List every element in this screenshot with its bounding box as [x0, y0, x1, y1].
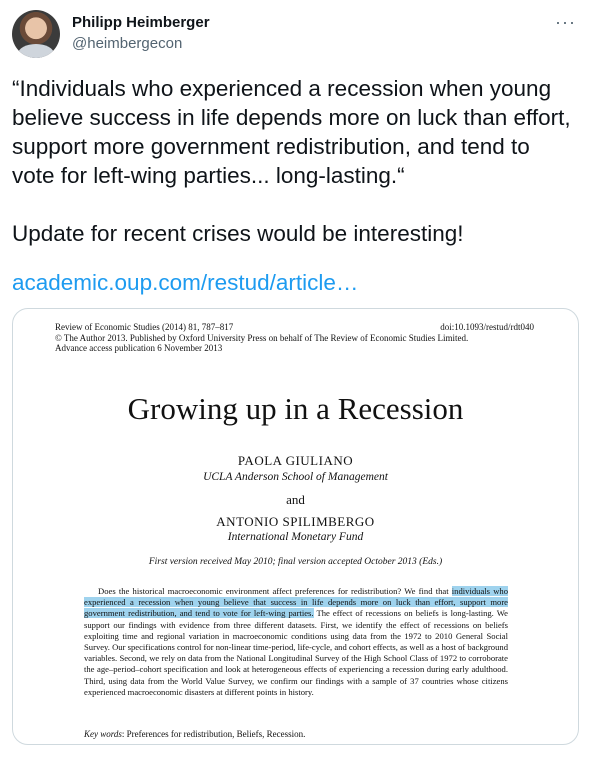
tweet-paragraph-1: “Individuals who experienced a recession when young believe success in life depends more on luck than effort, support more government redistribution, and tend to vote for left-wing parties... long-lasting.“ [12, 76, 571, 188]
paper-author-2: ANTONIO SPILIMBERGO [216, 514, 375, 529]
keywords-label: Key words [84, 729, 122, 739]
keywords-text: : Preferences for redistribution, Beliefs, Recession. [121, 729, 306, 739]
paper-affiliation-2: International Monetary Fund [227, 531, 364, 543]
paper-copyright-line: © The Author 2013. Published by Oxford University Press on behalf of The Review of Economic Studies Limited. [55, 332, 469, 343]
author-handle[interactable]: @heimbergecon [72, 35, 183, 52]
paper-affiliation-1: UCLA Anderson School of Management [203, 471, 388, 483]
paper-version-line: First version received May 2010; final version accepted October 2013 (Eds.) [148, 557, 443, 567]
paper-page [13, 309, 578, 744]
avatar-shirt [18, 44, 54, 58]
paper-author-1: PAOLA GIULIANO [237, 453, 354, 468]
author-name[interactable]: Philipp Heimberger [72, 14, 210, 31]
tweet-text [12, 74, 578, 248]
attached-image[interactable] [12, 308, 579, 745]
abstract-text-start: Does the historical macroeconomic environment affect preferences for redistribution? We find that [98, 586, 452, 596]
paper-doi: doi:10.1093/restud/rdt040 [440, 322, 534, 332]
article-link[interactable]: academic.oup.com/restud/article… [12, 270, 359, 295]
avatar[interactable] [12, 10, 60, 58]
paper-header [55, 322, 468, 354]
paper-journal-line: Review of Economic Studies (2014) 81, 787–817 [55, 322, 234, 332]
paper-and: and [286, 492, 305, 507]
tweet-paragraph-2: Update for recent crises would be interesting! [12, 221, 464, 246]
paper-abstract [84, 586, 508, 698]
abstract-text-end: The effect of recessions on beliefs is long-lasting. We support our findings with evidence from three different datasets. First, we identify the effect of recessions on beliefs exploiting time and regional variation in macroeconomic conditions using data from the 1972 to 2010 General Social Survey. Our specifications control for non-linear time-period, life-cycle, and cohort effects, as well as a host of background variables. Second, we rely on data from the National Longitudinal Survey of the High School Class of 1972 to corroborate the age–period–cohort specification and look at heterogeneous effects of experiencing a recession during early adulthood. Third, using data from the World Value Survey, we confirm our findings with a sample of 37 countries whose citizens experienced macroeconomic disasters at different points in history. [84, 608, 508, 697]
paper-keywords [84, 729, 305, 739]
paper-title: Growing up in a Recession [127, 391, 464, 426]
more-options-icon[interactable]: ··· [555, 12, 576, 32]
paper-publication-line: Advance access publication 6 November 2013 [55, 343, 223, 353]
abstract-highlight: individuals who experienced a recession when young believe that success in life depends more on luck than effort, support more government redistribution, and tend to vote for left-wing parties. [84, 586, 508, 619]
